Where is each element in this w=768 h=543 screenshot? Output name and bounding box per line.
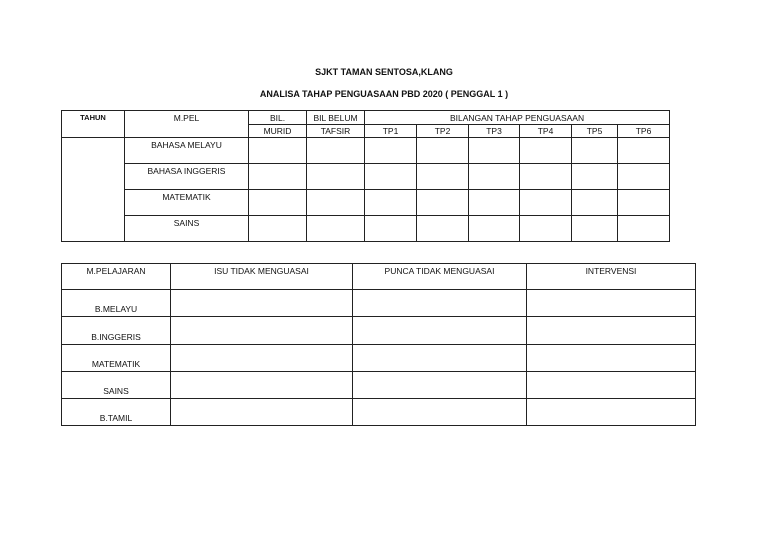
table-cell bbox=[618, 164, 670, 190]
header-tp1: TP1 bbox=[365, 125, 417, 138]
table-cell bbox=[353, 399, 527, 426]
table-cell bbox=[307, 190, 365, 216]
table-cell bbox=[527, 345, 696, 372]
header-belum-top: BIL BELUM bbox=[307, 111, 365, 125]
table-cell bbox=[618, 190, 670, 216]
table-cell bbox=[527, 290, 696, 317]
header-tp6: TP6 bbox=[618, 125, 670, 138]
subject-cell: SAINS bbox=[125, 216, 249, 242]
subject-cell: B.TAMIL bbox=[62, 399, 171, 426]
table-cell bbox=[171, 372, 353, 399]
table-cell bbox=[353, 290, 527, 317]
table-cell bbox=[527, 372, 696, 399]
school-title: SJKT TAMAN SENTOSA,KLANG bbox=[315, 67, 453, 77]
header-tahun: TAHUN bbox=[62, 111, 125, 138]
table-cell bbox=[171, 290, 353, 317]
subject-cell: SAINS bbox=[62, 372, 171, 399]
header-intervensi: INTERVENSI bbox=[527, 264, 696, 290]
intervention-table bbox=[61, 263, 696, 426]
header-bilangan-tahap: BILANGAN TAHAP PENGUASAAN bbox=[365, 111, 670, 125]
header-mpelajaran: M.PELAJARAN bbox=[62, 264, 171, 290]
table-cell bbox=[365, 216, 417, 242]
subject-cell: BAHASA MELAYU bbox=[125, 138, 249, 164]
table-cell bbox=[353, 345, 527, 372]
table-cell bbox=[572, 190, 618, 216]
table-cell bbox=[618, 216, 670, 242]
subject-cell: B.MELAYU bbox=[62, 290, 171, 317]
table-cell bbox=[171, 317, 353, 345]
header-tp2: TP2 bbox=[417, 125, 469, 138]
table-cell bbox=[307, 138, 365, 164]
table-cell bbox=[171, 399, 353, 426]
table-cell bbox=[520, 164, 572, 190]
table-cell bbox=[417, 216, 469, 242]
table-cell bbox=[527, 399, 696, 426]
table-cell bbox=[249, 190, 307, 216]
table-cell bbox=[249, 164, 307, 190]
header-mpel: M.PEL bbox=[125, 111, 249, 138]
header-bil-top: BIL. bbox=[249, 111, 307, 125]
table-cell bbox=[520, 190, 572, 216]
table-cell bbox=[527, 317, 696, 345]
table-cell bbox=[520, 216, 572, 242]
table-cell bbox=[572, 138, 618, 164]
subject-cell: BAHASA INGGERIS bbox=[125, 164, 249, 190]
table-cell bbox=[365, 138, 417, 164]
table-cell bbox=[365, 190, 417, 216]
table-cell bbox=[307, 164, 365, 190]
table-cell bbox=[353, 317, 527, 345]
table-cell bbox=[469, 138, 520, 164]
table-cell bbox=[469, 216, 520, 242]
subject-cell: MATEMATIK bbox=[125, 190, 249, 216]
table-cell bbox=[469, 164, 520, 190]
header-tp4: TP4 bbox=[520, 125, 572, 138]
table-cell bbox=[353, 372, 527, 399]
table-cell bbox=[307, 216, 365, 242]
table-cell bbox=[249, 138, 307, 164]
table-cell bbox=[572, 164, 618, 190]
header-bil-bottom: MURID bbox=[249, 125, 307, 138]
tahun-cell bbox=[62, 138, 125, 242]
table-cell bbox=[171, 345, 353, 372]
report-subtitle: ANALISA TAHAP PENGUASAAN PBD 2020 ( PENGGAL 1 ) bbox=[259, 89, 509, 99]
subject-cell: B.INGGERIS bbox=[62, 317, 171, 345]
table-cell bbox=[618, 138, 670, 164]
header-punca: PUNCA TIDAK MENGUASAI bbox=[353, 264, 527, 290]
header-tp5: TP5 bbox=[572, 125, 618, 138]
mastery-analysis-table bbox=[61, 110, 670, 242]
table-cell bbox=[572, 216, 618, 242]
table-cell bbox=[469, 190, 520, 216]
table-cell bbox=[249, 216, 307, 242]
table-cell bbox=[417, 164, 469, 190]
table-cell bbox=[417, 138, 469, 164]
table-cell bbox=[520, 138, 572, 164]
header-isu: ISU TIDAK MENGUASAI bbox=[171, 264, 353, 290]
header-belum-bottom: TAFSIR bbox=[307, 125, 365, 138]
subject-cell: MATEMATIK bbox=[62, 345, 171, 372]
table-cell bbox=[417, 190, 469, 216]
header-tp3: TP3 bbox=[469, 125, 520, 138]
table-cell bbox=[365, 164, 417, 190]
